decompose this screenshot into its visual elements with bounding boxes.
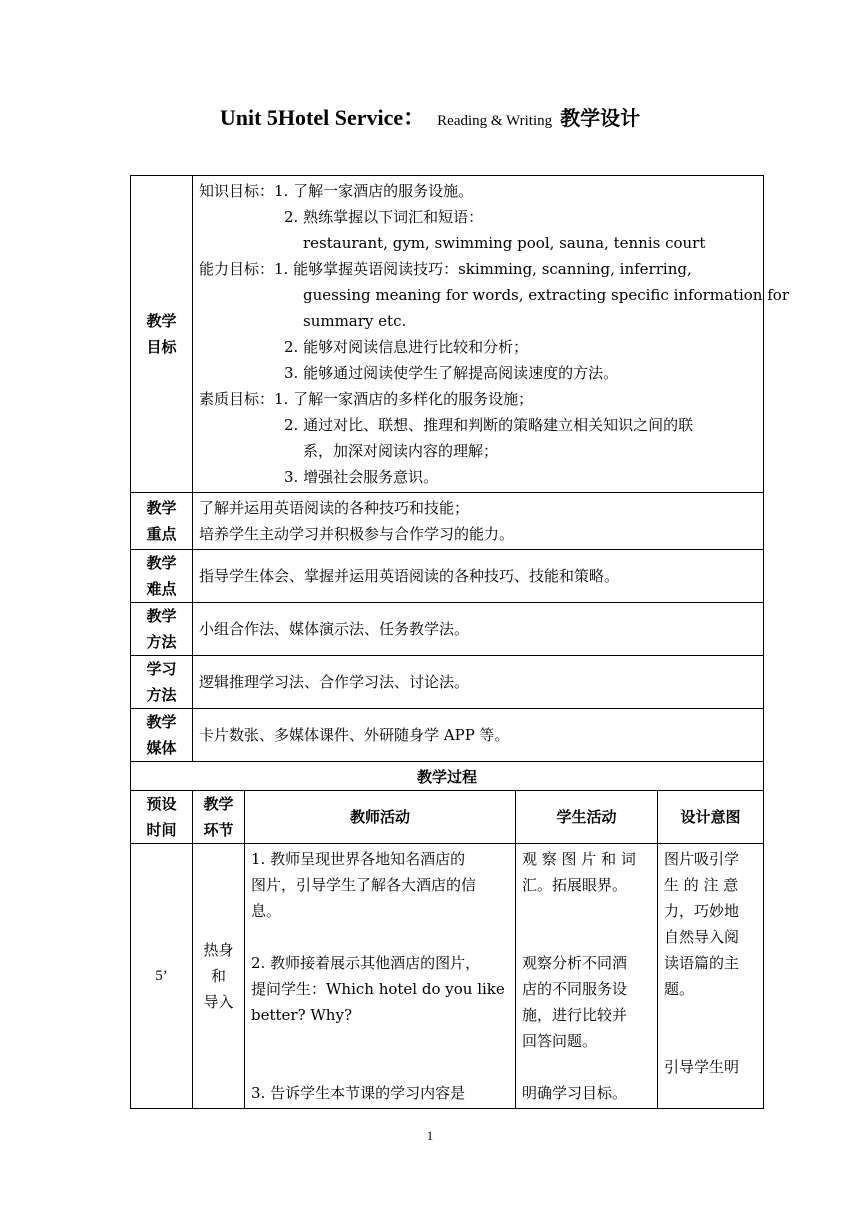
document-title (0, 104, 860, 135)
header-stage: 教学 环节 (193, 791, 245, 844)
process-time: 5’ (131, 844, 193, 1109)
media-row (131, 709, 764, 762)
goal-line: summary etc. (303, 312, 407, 330)
key-points-row (131, 493, 764, 550)
process-teacher-activity: 1. 教师呈现世界各地知名酒店的 图片，引导学生了解各大酒店的信 息。 2. 教师接着展示其他酒店的图片， 提问学生：Which hotel do you like better? Why? 3. 告诉学生本节课的学习内容是 (245, 844, 516, 1109)
methods-label: 教学 方法 (131, 603, 193, 656)
goal-line: restaurant, gym, swimming pool, sauna, tennis court (303, 234, 706, 252)
goal-line: 2. 熟练掌握以下词汇和短语： (284, 208, 484, 226)
goal-line: 能力目标：1. 能够掌握英语阅读技巧：skimming, scanning, inferring, (199, 260, 692, 278)
header-design-intent: 设计意图 (658, 791, 764, 844)
difficulties-content: 指导学生体会、掌握并运用英语阅读的各种技巧、技能和策略。 (193, 550, 764, 603)
page-number: 1 (426, 1128, 434, 1143)
key-points-label: 教学 重点 (131, 493, 193, 550)
process-header-row (131, 791, 764, 844)
goal-line: 3. 增强社会服务意识。 (284, 468, 439, 486)
process-section-title: 教学过程 (131, 762, 764, 791)
media-content: 卡片数张、多媒体课件、外研随身学 APP 等。 (193, 709, 764, 762)
goals-content (193, 176, 789, 493)
title-unit: Unit 5Hotel Service： (219, 105, 426, 130)
goal-line: 系，加深对阅读内容的理解； (303, 442, 499, 460)
process-student-activity: 观 察 图 片 和 词 汇。拓展眼界。 观察分析不同酒 店的不同服务设 施，进行比较并 回答问题。 明确学习目标。 (516, 844, 658, 1109)
process-stage: 热身 和 导入 (193, 844, 245, 1109)
methods-row (131, 603, 764, 656)
goal-line: 素质目标：1. 了解一家酒店的多样化的服务设施； (199, 390, 534, 408)
goal-line: 3. 能够通过阅读使学生了解提高阅读速度的方法。 (284, 364, 619, 382)
methods-content: 小组合作法、媒体演示法、任务教学法。 (193, 603, 764, 656)
key-points-content: 了解并运用英语阅读的各种技巧和技能； 培养学生主动学习并积极参与合作学习的能力。 (193, 493, 764, 550)
header-teacher-activity: 教师活动 (245, 791, 516, 844)
lesson-plan-table (130, 175, 789, 1109)
goals-label: 教学 目标 (131, 176, 193, 493)
learning-methods-label: 学习 方法 (131, 656, 193, 709)
goal-line: 2. 通过对比、联想、推理和判断的策略建立相关知识之间的联 (284, 416, 694, 434)
process-title-row (131, 762, 764, 791)
learning-methods-content: 逻辑推理学习法、合作学习法、讨论法。 (193, 656, 764, 709)
goals-row (131, 176, 764, 493)
header-time: 预设 时间 (131, 791, 193, 844)
media-label: 教学 媒体 (131, 709, 193, 762)
goal-line: 知识目标：1. 了解一家酒店的服务设施。 (199, 182, 474, 200)
process-row (131, 844, 764, 1109)
goal-line: guessing meaning for words, extracting specific information for (303, 286, 789, 304)
difficulties-label: 教学 难点 (131, 550, 193, 603)
title-chinese: 教学设计 (560, 106, 641, 130)
difficulties-row (131, 550, 764, 603)
process-design-intent: 图片吸引学 生 的 注 意 力，巧妙地 自然导入阅 读语篇的主 题。 引导学生明 (658, 844, 764, 1109)
learning-methods-row (131, 656, 764, 709)
goal-line: 2. 能够对阅读信息进行比较和分析； (284, 338, 529, 356)
header-student-activity: 学生活动 (516, 791, 658, 844)
title-subtitle: Reading & Writing (437, 113, 553, 129)
